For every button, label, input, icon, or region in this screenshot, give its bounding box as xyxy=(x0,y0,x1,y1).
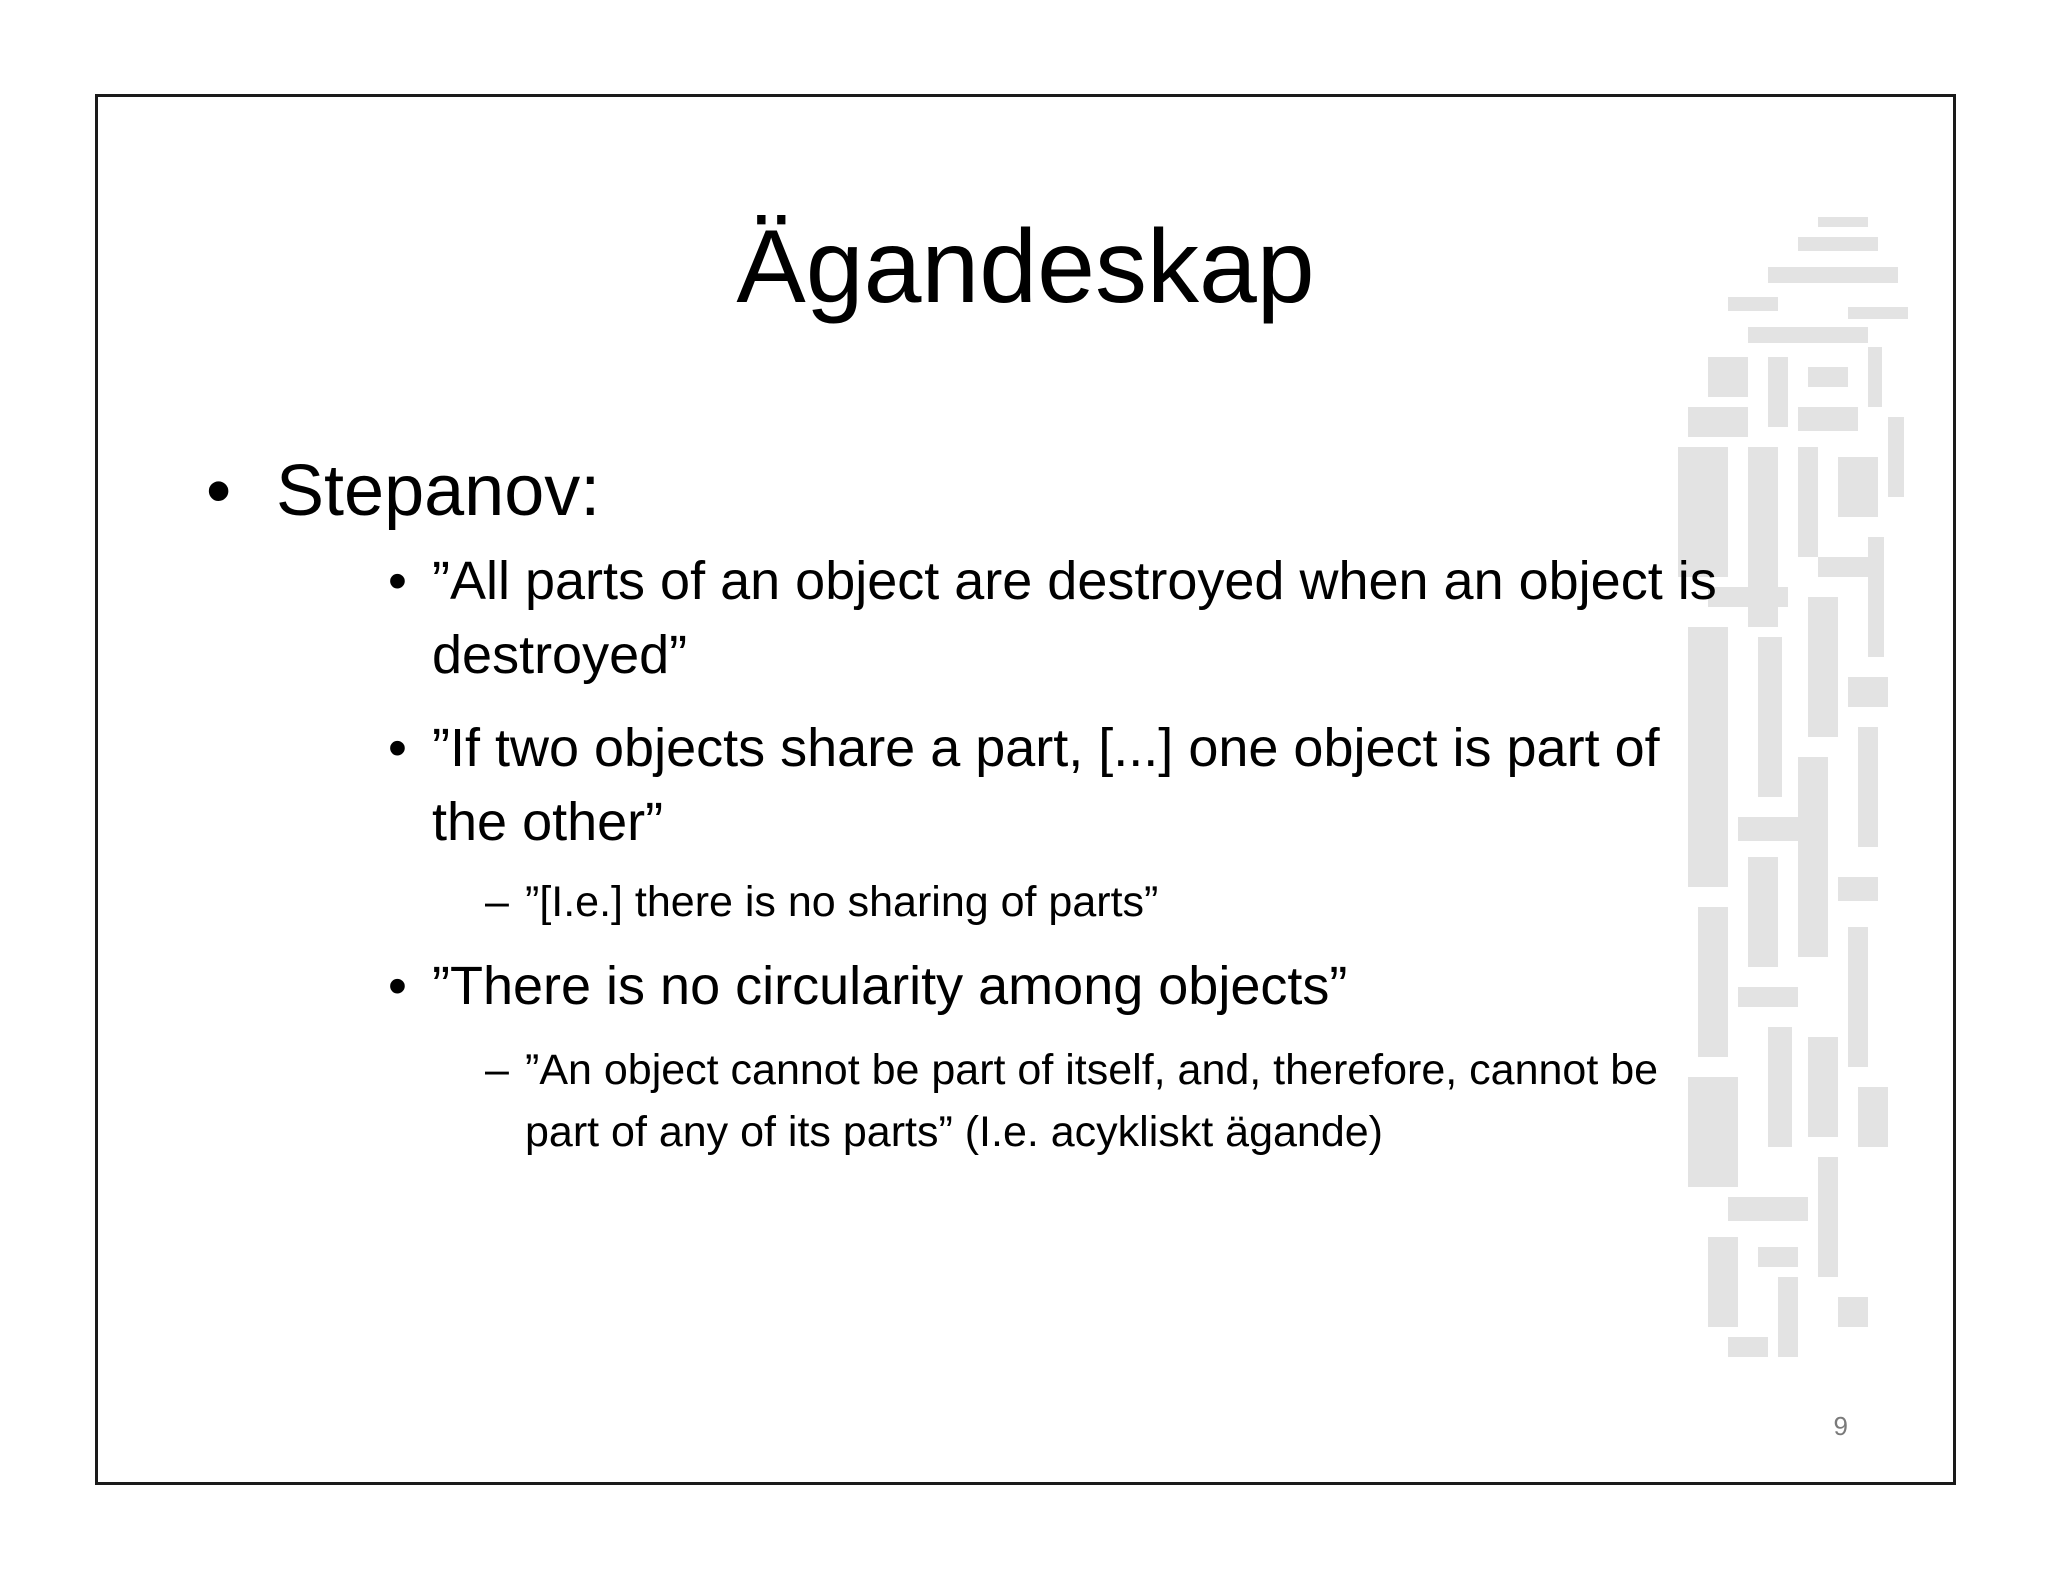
bullet-stepanov xyxy=(206,449,1006,533)
sub-bullet-acyclic xyxy=(485,1039,1865,1163)
bullet-marker: • xyxy=(206,451,232,531)
slide-title: Ägandeskap xyxy=(736,209,1315,325)
bullet-text: Stepanov: xyxy=(276,451,601,531)
page-number: 9 xyxy=(1833,1411,1848,1441)
bullet-text-line-1: ”An object cannot be part of itself, and, therefore, cannot be xyxy=(525,1046,1659,1094)
bullet-text-line-1: ”If two objects share a part, [...] one object is part of xyxy=(432,718,1660,778)
sub-bullet-no-sharing xyxy=(485,871,1585,933)
bullet-text-line-2: part of any of its parts” (I.e. acykliskt ägande) xyxy=(525,1108,1383,1156)
slide xyxy=(95,94,1956,1485)
bullet-all-parts xyxy=(388,544,1738,692)
bullet-marker: • xyxy=(388,718,407,778)
bullet-text: ”There is no circularity among objects” xyxy=(432,956,1348,1016)
bullet-text-line-1: ”All parts of an object are destroyed when an object is xyxy=(432,551,1717,611)
bullet-no-circularity xyxy=(388,949,1738,1023)
bullet-two-objects xyxy=(388,711,1738,859)
dash-marker: – xyxy=(485,878,509,926)
bullet-text-line-2: destroyed” xyxy=(432,625,688,685)
bullet-text-line-2: the other” xyxy=(432,792,664,852)
bullet-text: ”[I.e.] there is no sharing of parts” xyxy=(525,878,1159,926)
bullet-marker: • xyxy=(388,956,407,1016)
dash-marker: – xyxy=(485,1046,509,1094)
bullet-marker: • xyxy=(388,551,407,611)
